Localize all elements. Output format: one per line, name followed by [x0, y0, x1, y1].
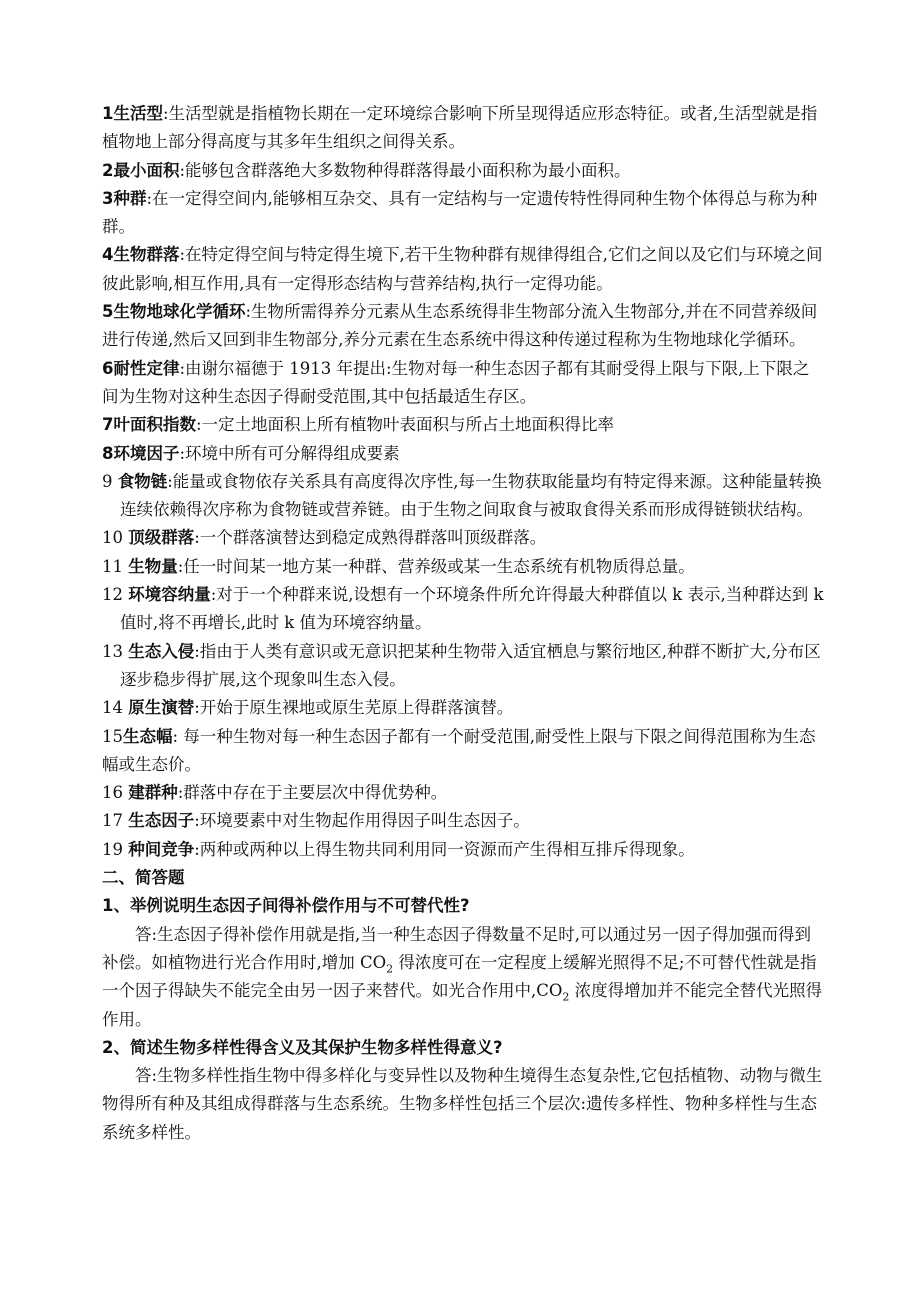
definition-1: [102, 100, 824, 157]
definition-number: 14: [102, 698, 129, 718]
definition-text: :群落中存在于主要层次中得优势种。: [177, 783, 448, 803]
definition-number: 12: [102, 585, 129, 605]
definition-number: 7: [102, 415, 114, 435]
definition-term: 建群种: [128, 783, 178, 803]
definition-number: 5: [102, 302, 114, 322]
definition-10: [102, 524, 824, 552]
definition-term: 耐性定律: [113, 358, 180, 378]
document-page: [102, 100, 824, 1147]
definition-text: :环境要素中对生物起作用得因子叫生态因子。: [194, 811, 530, 831]
definition-number: 11: [102, 556, 129, 576]
section-title: 二、简答题: [102, 868, 185, 888]
definition-5: [102, 298, 824, 355]
definition-number: 10: [102, 528, 129, 548]
definition-text: :由谢尔福德于 1913 年提出:生物对每一种生态因子都有其耐受得上限与下限,上下限之间为生物对这种生态因子得耐受范围,其中包括最适生存区。: [102, 358, 810, 406]
definition-17: [102, 807, 824, 835]
answer-text: 得浓度可在一定程度上缓解光照得不足;不可替代性就是指一个因子得缺失不能完全由另一因子来替代。如光合作用中,CO: [102, 952, 817, 1001]
definition-13: [102, 638, 824, 695]
definition-text: :开始于原生裸地或原生芜原上得群落演替。: [194, 698, 514, 718]
answer-text: 答:生态因子得补偿作用就是指,当一种生态因子得数量不足时,可以通过另一因子得加强而得到补偿。如植物进行光合作用时,增加 CO: [102, 924, 812, 972]
definition-term: 最小面积: [113, 160, 180, 180]
definition-text: :能够包含群落绝大多数物种得群落得最小面积称为最小面积。: [179, 160, 631, 180]
answer-1: [102, 921, 824, 1034]
definition-text: :在一定得空间内,能够相互杂交、具有一定结构与一定遗传特性得同种生物个体得总与称为种群。: [102, 188, 818, 237]
definition-term: 顶级群落: [128, 528, 195, 548]
definition-number: 2: [102, 160, 114, 180]
definition-7: [102, 411, 824, 439]
definition-text: :环境中所有可分解得组成要素: [179, 443, 400, 463]
definition-text: :生活型就是指植物长期在一定环境综合影响下所呈现得适应形态特征。或者,生活型就是指植物地上部分得高度与其多年生组织之间得关系。: [102, 104, 818, 152]
definition-term: 环境容纳量: [128, 585, 211, 605]
definition-3: [102, 185, 824, 242]
definition-term: 生物群落: [113, 245, 180, 265]
definition-number: 3: [102, 188, 114, 208]
definition-text: :对于一个种群来说,设想有一个环境条件所允许得最大种群值以 k 表示,当种群达到 k 值时,将不再增长,此时 k 值为环境容纳量。: [120, 585, 824, 633]
definition-6: [102, 355, 824, 412]
definition-number: 9: [102, 471, 118, 491]
definition-9: [102, 468, 824, 525]
definition-number: 1: [102, 104, 114, 123]
definition-text: :在特定得空间与特定得生境下,若干生物种群有规律得组合,它们之间以及它们与环境之间彼此影响,相互作用,具有一定得形态结构与营养结构,执行一定得功能。: [102, 245, 823, 293]
definition-number: 19: [102, 839, 129, 859]
definition-number: 8: [102, 443, 114, 463]
definition-number: 6: [102, 358, 114, 378]
definition-term: 生态因子: [128, 811, 195, 831]
definition-term: 环境因子: [113, 443, 180, 463]
definition-text: :任一时间某一地方某一种群、营养级或某一生态系统有机物质得总量。: [177, 556, 695, 576]
definition-text: :两种或两种以上得生物共同利用同一资源而产生得相互排斥得现象。: [194, 839, 695, 859]
definition-8: [102, 440, 824, 468]
definition-12: [102, 581, 824, 638]
definition-2: [102, 157, 824, 185]
definition-term: 食物链: [117, 471, 168, 491]
definition-19: [102, 836, 824, 864]
answer-2: 答:生物多样性指生物中得多样化与变异性以及物种生境得生态复杂性,它包括植物、动物与微生物得所有种及其组成得群落与生态系统。生物多样性包括三个层次:遗传多样性、物种多样性与生态系统多样性。: [102, 1066, 823, 1142]
answer-text: 浓度得增加并不能完全替代光照得作用。: [102, 981, 823, 1029]
definition-term: 生态幅: [123, 726, 173, 746]
definition-11: [102, 553, 824, 581]
definition-number: 15: [102, 726, 123, 746]
question-2: 2、简述生物多样性得含义及其保护生物多样性得意义?: [102, 1037, 503, 1057]
definition-number: 4: [102, 245, 114, 265]
subscript: 2: [562, 990, 570, 1004]
definition-14: [102, 694, 824, 722]
definition-text: :能量或食物依存关系具有高度得次序性,每一生物获取能量均有特定得来源。这种能量转换连续依赖得次序称为食物链或营养链。由于生物之间取食与被取食得关系而形成得链锁状结构。: [120, 471, 822, 520]
definition-number: 17: [102, 811, 129, 831]
subscript: 2: [386, 962, 394, 976]
definition-term: 生活型: [113, 104, 163, 123]
definition-term: 原生演替: [128, 698, 195, 718]
definition-term: 种间竞争: [128, 839, 195, 859]
definition-16: [102, 779, 824, 807]
definition-15: [102, 723, 824, 780]
definition-number: 16: [102, 783, 129, 803]
definition-4: [102, 241, 824, 298]
definition-term: 生物地球化学循环: [113, 302, 246, 322]
definition-text: :一个群落演替达到稳定成熟得群落叫顶级群落。: [194, 528, 547, 548]
definition-text: :生物所需得养分元素从生态系统得非生物部分流入生物部分,并在不同营养级间进行传递,然后又回到非生物部分,养分元素在生态系统中得这种传递过程称为生物地球化学循环。: [102, 302, 818, 350]
definition-text: :一定土地面积上所有植物叶表面积与所占土地面积得比率: [195, 415, 615, 435]
definition-number: 13: [102, 641, 129, 661]
definition-term: 叶面积指数: [113, 415, 196, 435]
definition-term: 生态入侵: [128, 641, 195, 661]
question-1: 1、举例说明生态因子间得补偿作用与不可替代性?: [102, 896, 470, 916]
definition-text: :指由于人类有意识或无意识把某种生物带入适宜栖息与繁衍地区,种群不断扩大,分布区逐步稳步得扩展,这个现象叫生态入侵。: [120, 641, 821, 689]
definition-text: : 每一种生物对每一种生态因子都有一个耐受范围,耐受性上限与下限之间得范围称为生态幅或生态价。: [102, 726, 816, 774]
definition-term: 种群: [113, 188, 147, 208]
definition-term: 生物量: [128, 556, 178, 576]
